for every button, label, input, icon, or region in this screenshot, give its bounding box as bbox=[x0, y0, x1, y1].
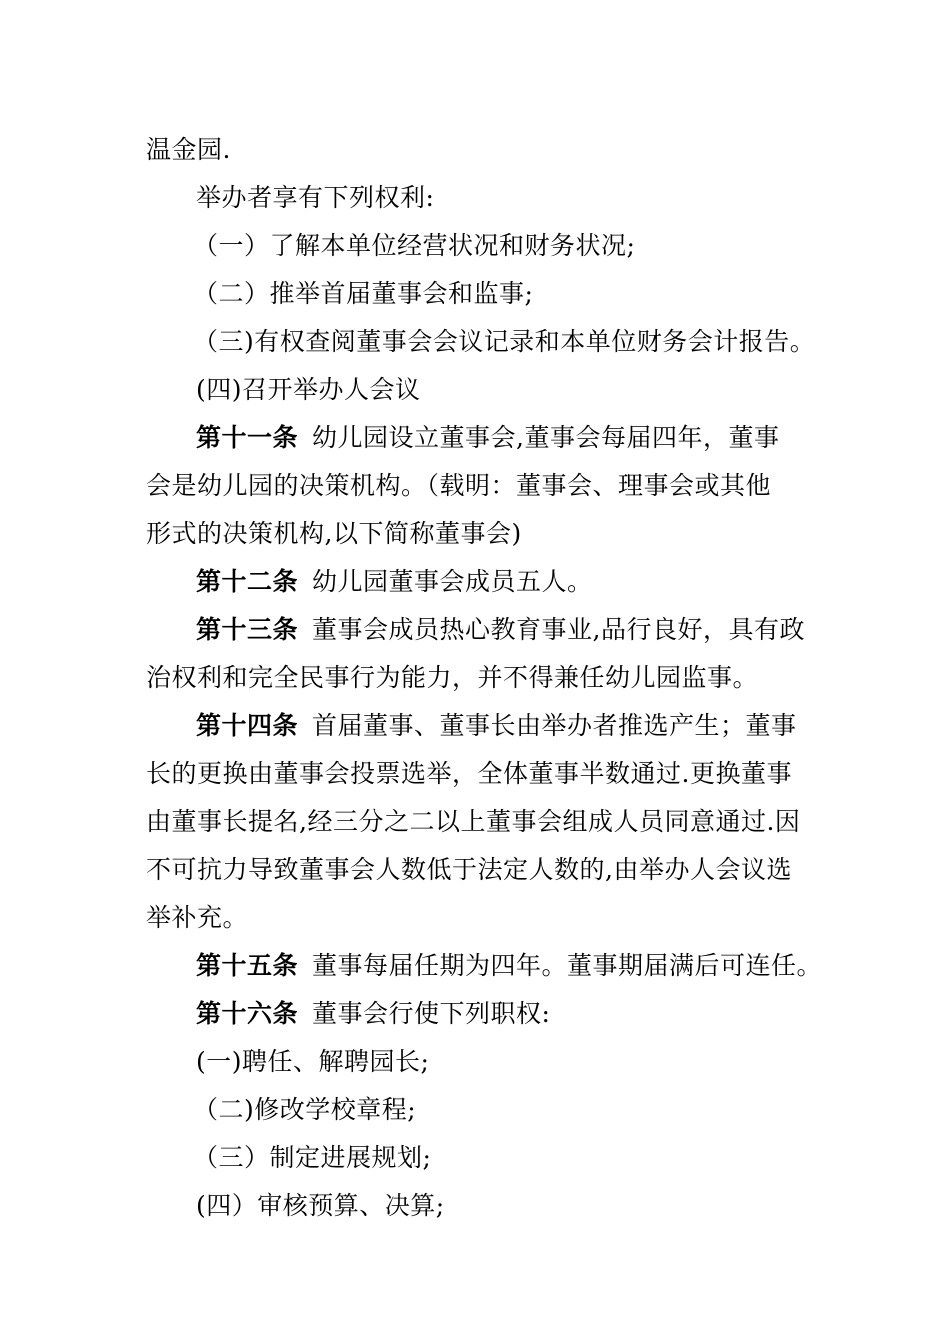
text-line bbox=[146, 853, 826, 887]
text-line bbox=[146, 901, 826, 935]
text-line bbox=[146, 133, 826, 167]
text-line bbox=[196, 181, 876, 215]
text-line bbox=[146, 805, 826, 839]
line-text: 董事每届任期为四年。董事期届满后可连任。 bbox=[312, 951, 823, 980]
text-line bbox=[146, 661, 826, 695]
line-text: 举办者享有下列权利: bbox=[196, 183, 435, 212]
line-text: 幼儿园设立董事会,董事会每届四年，董事 bbox=[312, 423, 780, 452]
list-item bbox=[193, 277, 873, 311]
list-item bbox=[196, 1045, 876, 1079]
article-heading: 第十五条 bbox=[196, 951, 299, 980]
list-item bbox=[196, 1189, 876, 1223]
article-heading: 第十六条 bbox=[196, 999, 299, 1028]
text-line bbox=[146, 757, 826, 791]
line-text: （三)有权查阅董事会会议记录和本单位财务会计报告。 bbox=[193, 327, 816, 356]
article-line bbox=[196, 565, 876, 599]
line-text: 首届董事、董事长由举办者推选产生；董事 bbox=[312, 711, 797, 740]
list-item bbox=[196, 373, 876, 407]
article-line bbox=[196, 421, 876, 455]
article-line bbox=[196, 709, 876, 743]
line-text: 董事会行使下列职权: bbox=[312, 999, 551, 1028]
text-line bbox=[146, 517, 826, 551]
line-text: (四）审核预算、决算; bbox=[196, 1191, 445, 1220]
line-text: 幼儿园董事会成员五人。 bbox=[312, 567, 593, 596]
line-text: （一）了解本单位经营状况和财务状况; bbox=[193, 231, 636, 260]
article-heading: 第十三条 bbox=[196, 615, 299, 644]
line-text: 温金园. bbox=[146, 135, 231, 164]
line-text: 不可抗力导致董事会人数低于法定人数的,由举办人会议选 bbox=[146, 855, 792, 884]
article-line bbox=[196, 949, 876, 983]
list-item bbox=[193, 229, 873, 263]
line-text: 董事会成员热心教育事业,品行良好，具有政 bbox=[312, 615, 805, 644]
article-heading: 第十二条 bbox=[196, 567, 299, 596]
article-heading: 第十一条 bbox=[196, 423, 299, 452]
article-line bbox=[196, 613, 876, 647]
text-line bbox=[146, 469, 826, 503]
line-text: （二）推举首届董事会和监事; bbox=[193, 279, 534, 308]
line-text: 长的更换由董事会投票选举，全体董事半数通过.更换董事 bbox=[146, 759, 792, 788]
line-text: 会是幼儿园的决策机构。（载明：董事会、理事会或其他 bbox=[146, 471, 772, 500]
article-line bbox=[196, 997, 876, 1031]
list-item bbox=[193, 1141, 873, 1175]
list-item bbox=[193, 325, 873, 359]
line-text: 举补充。 bbox=[146, 903, 249, 932]
line-text: （三）制定进展规划; bbox=[193, 1143, 432, 1172]
list-item bbox=[193, 1093, 873, 1127]
line-text: (一)聘任、解聘园长; bbox=[196, 1047, 430, 1076]
line-text: 由董事长提名,经三分之二以上董事会组成人员同意通过.因 bbox=[146, 807, 801, 836]
line-text: 治权利和完全民事行为能力，并不得兼任幼儿园监事。 bbox=[146, 663, 759, 692]
line-text: 形式的决策机构,以下简称董事会) bbox=[146, 519, 522, 548]
line-text: (四)召开举办人会议 bbox=[196, 375, 421, 404]
article-heading: 第十四条 bbox=[196, 711, 299, 740]
line-text: （二)修改学校章程; bbox=[193, 1095, 417, 1124]
